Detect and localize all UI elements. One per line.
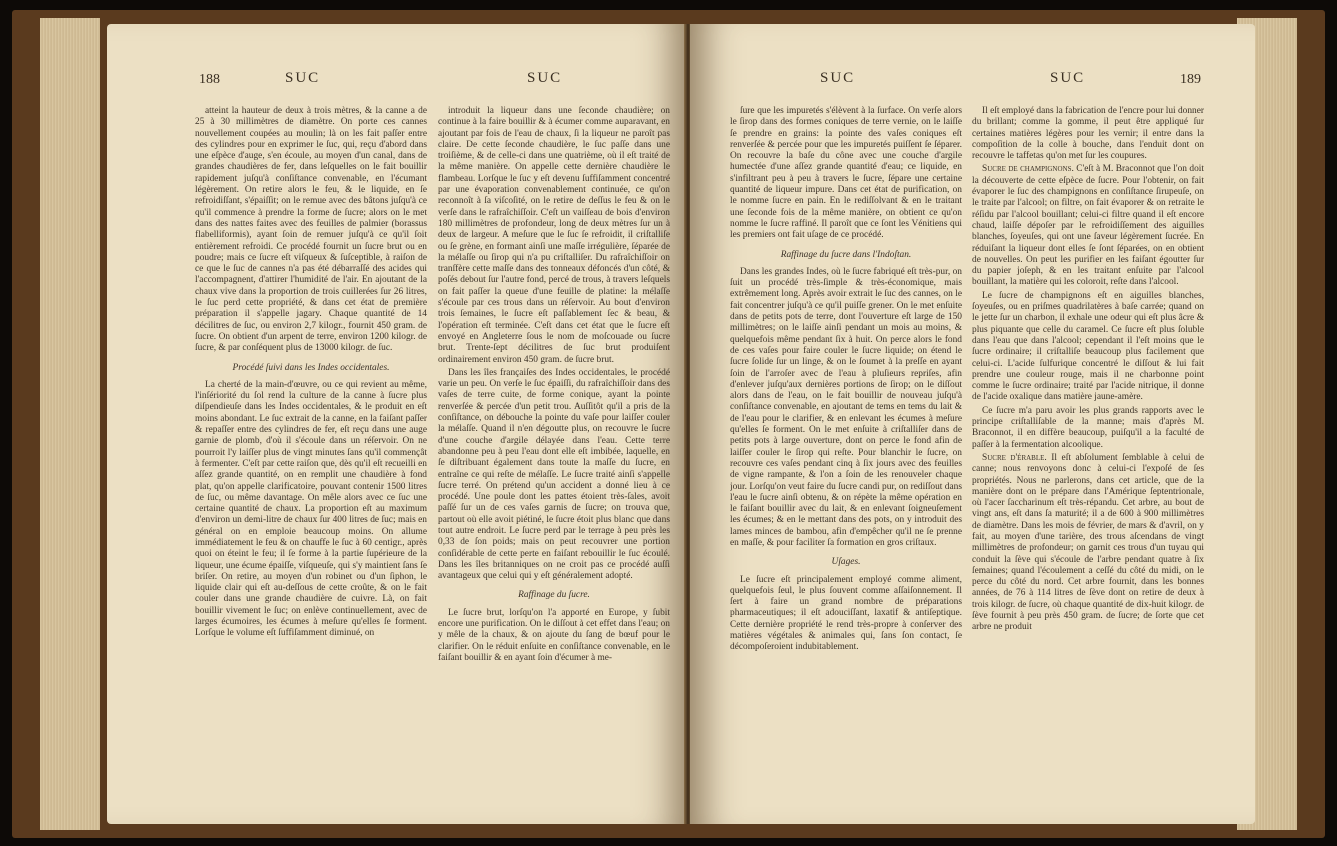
section-heading: Uſages. bbox=[831, 557, 861, 568]
text-column-1 bbox=[195, 106, 427, 806]
running-head: SUC bbox=[527, 70, 563, 86]
section-heading: Raffinage du ſucre. bbox=[518, 590, 590, 601]
paragraph: Le ſucre de champignons eſt en aiguilles blanches, ſoyeuſes, ou en priſmes quadrilatères à baſe carrée; quand on le jette ſur un charbon, il exhale une odeur qui eſt plus âcre & plus piquante que celle du caramel. Ce ſucre eſt plus ſoluble dans l'eau que dans l'alcool; cependant il l'eſt moins que le ſucre ordinaire; il criſtalliſe beaucoup plus facilement que celui-ci. L'acide ſulfurique concentré le diſſout & lui fait prendre une couleur rouge, mais il ne charbonne point comme le ſucre ordinaire; traité par l'acide nitrique, il donne de l'acide oxalique dans matière jaune-amère. bbox=[972, 290, 1204, 403]
paragraph: Le ſucre brut, lorſqu'on l'a apporté en Europe, y ſubit encore une purification. On le diſſout à cet effet dans l'eau; on y mêle de la chaux, & on ajoute du ſang de bœuf pour le clarifier. On le réduit enſuite en conſiſtance convenable, en le faiſant bouillir & en ayant ſoin d'écumer à me- bbox=[438, 607, 670, 663]
paragraph: introduit la liqueur dans une ſeconde chaudière; on continue à la faire bouillir & à écumer comme auparavant, en ajoutant par fois de l'eau de chaux, ſi la liqueur ne paroît pas claire. De cette ſeconde chaudière, le ſuc paſſe dans une troiſième, & de celle-ci dans une quatrième, où il eſt traité de la même manière. On appelle cette dernière chaudière le flambeau. Lorſque le ſuc y eſt devenu ſuffiſamment concentré par une évaporation convenablement continuée, ce qu'on reconnoît à ſa viſcoſité, on le retire de deſſus le feu & on le verſe dans le rafraîchiſſoir. C'eſt un vaiſſeau de bois d'environ 180 millimètres de profondeur, long de deux mètres ſur un à deux de largeur. A meſure que le ſuc ſe refroidit, il criſtalliſe ou ſe grène, en formant ainſi une maſſe irrégulière, ſéparée de la mélaſſe ou ſirop qui n'a pu criſtalliſer. Du rafraîchiſſoir on tranſfère cette maſſe dans des tonneaux défoncés d'un côté, & poſés debout ſur l'autre fond, percé de trous, à travers leſquels on fait paſſer la queue d'une feuille de platine: la mélaſſe s'écoule par ces trous dans un réſervoir. Au bout d'environ trois ſemaines, le ſucre eſt paſſablement ſec & beau, & l'opération eſt terminée. C'eſt dans cet état que le ſucre eſt envoyé en Angleterre ſous le nom de moſcouade ou ſucre brut. Trente-ſept décilitres de ſuc brut produiſent ordinairement environ 450 gram. de ſucre brut. bbox=[438, 106, 670, 365]
running-head: SUC bbox=[285, 70, 321, 86]
entry-text: Il eſt abſolument ſemblable à celui de canne; nous renvoyons donc à celui-ci l'expoſé de ſes propriétés. Nous ne parlerons, dans cet article, que de la manière dont on le prépare dans l'Amérique ſeptentrionale, où l'acer ſaccharinum eſt très-répandu. Cet arbre, au bout de vingt ans, eſt dans ſa maturité; il a de 600 à 900 millimètres de diamètre. Dans les mois de février, de mars & d'avril, on y fait, au moyen d'une tarière, des trous aſcendans de vingt millimètres de profondeur; on garnit ces trous d'un tuyau qui conduit la ſève qui s'écoule de l'arbre pendant quatre à ſix ſemaines; quand l'écoulement a ceſſé du côté du midi, on le perce du côté du nord. Cet arbre fournit, dans les bonnes années, de 76 à 114 litres de ſève dont on retire de deux à trois kilogr. de ſucre, où chaque quantité de dix-huit kilogr. de ſève fournit à peu près 450 gram. de ſucre; de ſorte que cet arbre ne produit bbox=[972, 452, 1204, 633]
entry-text: C'eſt à M. Braconnot que l'on doit la découverte de cette eſpèce de ſucre. Pour l'obtenir, on fait évaporer le ſuc des champignons en conſiſtance ſirupeuſe, on le traite par l'alcool; on filtre, on fait évaporer & on retraite le réſidu par l'alcool bouillant; celui-ci filtre quand il eſt encore chaud, laiſſe dépoſer par le refroidiſſement des aiguilles blanches, ſoyeuſes, qui ont une ſaveur légèrement ſucrée. En réduiſant la liqueur dont elles ſe ſont ſéparées, on en obtient de nouvelles. On peut les purifier en les faiſant égoutter ſur du papier joſeph, & en les traitant enſuite par l'alcool bouillant, la matière qui les coloroit, reſte dans l'alcool. bbox=[972, 164, 1204, 288]
running-head: SUC bbox=[820, 70, 856, 86]
text-column-2 bbox=[438, 106, 670, 806]
paragraph: Dans les îles françaiſes des Indes occidentales, le procédé varie un peu. On verſe le ſuc épaiſſi, du rafraîchiſſoir dans des vaſes de terre cuite, de forme conique, ayant la pointe renverſée & percée d'un petit trou. Auſſitôt qu'il a pris de la conſiſtance, on débouche la pointe du vaſe pour laiſſer couler la mélaſſe. Quand il n'en dégoutte plus, on recouvre le ſucre d'une couche d'argile délayée dans l'eau. Cette terre abandonne peu à peu l'eau dont elle eſt imbibée, laquelle, en ſe diſtribuant également dans toute la maſſe du ſucre, en entraîne ce qui reſte de mélaſſe. Le ſucre traité ainſi s'appelle ſucre terré. On prétend qu'un accident a donné lieu à ce procédé. Une poule dont les pattes étoient très-ſales, avoit paſſé ſur un de ces vaſes garnis de ſucre; on trouva que, partout où elle avoit piétiné, le ſucre étoit plus blanc que dans tout autre endroit. Le ſucre perd par le terrage à peu près les 0,33 de ſon poids; mais on peut recouvrer une portion conſidérable de cette perte en faiſant rebouillir le ſuc écoulé. Dans les îles britanniques on ne croit pas ce procédé auſſi avantageux que celui qui y eſt généralement adopté. bbox=[438, 367, 670, 582]
paragraph bbox=[972, 164, 1204, 288]
entry-heading: Sucre de champignons. bbox=[982, 164, 1074, 175]
paragraph: ſure que les impuretés s'élèvent à la ſurface. On verſe alors le ſirop dans des formes coniques de terre vernie, on le laiſſe ſe prendre en grains: la pointe des vaſes coniques eſt renverſée & percée pour que les impuretés puiſſent ſe ſéparer. On recouvre la baſe du cône avec une couche d'argile humectée d'une aſſez grande quantité d'eau; ce liquide, en s'infiltrant peu à peu à travers le ſucre, ſépare une certaine quantité de liqueur impure. Dans cet état de purification, on le nomme ſucre en pain. En le rediſſolvant & en le traitant une ſeconde fois de la même manière, on obtient ce qu'on nomme le ſucre raffiné. Il paroît que ce ſont les Vénitiens qui les premiers ont fait uſage de ce procédé. bbox=[730, 106, 962, 241]
left-page-edges bbox=[40, 18, 100, 830]
paragraph: Le ſucre eſt principalement employé comme aliment, quelquefois ſeul, le plus ſouvent comme aſſaiſonnement. Il ſert à faire un grand nombre de préparations pharmaceutiques; il eſt adouciſſant, laxatif & antiſeptique. Cette dernière propriété le rend très-propre à conſerver des matières végétales & animales qui, ſans ſon contact, ſe décompoſeroient indubitablement. bbox=[730, 574, 962, 653]
paragraph: Il eſt employé dans la fabrication de l'encre pour lui donner du brillant; comme la gomme, il peut être appliqué ſur certaines matières légères pour les vernir; il entre dans la compoſition de la colle à bouche, dans l'enduit dont on recouvre le taffetas qu'on met ſur les coupures. bbox=[972, 106, 1204, 162]
running-head: SUC bbox=[1050, 70, 1086, 86]
paragraph: Ce ſucre m'a paru avoir les plus grands rapports avec le principe criſtalliſable de la manne; mais d'après M. Braconnot, il en diffère beaucoup, puiſqu'il a la faculté de paſſer à la fermentation alcoolique. bbox=[972, 405, 1204, 450]
page-number: 189 bbox=[1180, 72, 1201, 87]
paragraph: Dans les grandes Indes, où le ſucre fabriqué eſt très-pur, on ſuit un procédé très-ſimple & très-économique, mais extrêmement long. Après avoir extrait le ſuc des cannes, on le fait concentrer juſqu'à ce qu'il puiſſe grener. On le met enſuite dans de petits pots de terre, dont l'ouverture eſt large de 150 millimètres; on le laiſſe ainſi pendant un mois au moins, & quelquefois même pendant ſix à huit. On perce alors le fond de ces vaſes pour faire couler le ſucre liquide; on étend le ſucre ſolide ſur un linge, & on le ſoumet à la preſſe en ayant ſoin de l'arroſer avec de l'eau à pluſieurs repriſes, afin d'enlever juſqu'aux dernières portions de ſirop; on le diſſout alors dans de l'eau, on le fait bouillir de nouveau juſqu'à conſiſtance convenable, en ajoutant de tems en tems du lait & de l'eau pour le clarifier, & en enlevant les écumes à meſure qu'elles ſe forment. On le met enſuite à criſtalliſer dans de petits pots à large ouverture, dont on perce le fond afin de laiſſer couler le ſirop qui reſte. Pour blanchir le ſucre, on recouvre ces vaſes pendant cinq à ſix jours avec des feuilles de vigne rampante, & l'on a ſoin de les renouveler chaque jour. Lorſqu'on veut faire du ſucre candi pur, on rediſſout dans l'eau le ſucre ainſi obtenu, & on répète la même opération en le faiſant bouillir avec du lait, & en enlevant ſoigneuſement les écumes; & en le mettant dans des pots, on y introduit des lames minces de bambou, afin d'empêcher qu'il ne ſe prenne en maſſe, & pour faciliter ſa formation en gros criſtaux. bbox=[730, 266, 962, 548]
section-heading: Procédé ſuivi dans les Indes occidentales. bbox=[232, 362, 390, 373]
book bbox=[12, 10, 1325, 838]
section-heading: Raffinage du ſucre dans l'Indoſtan. bbox=[780, 249, 912, 260]
left-page bbox=[107, 24, 687, 824]
text-column-2 bbox=[972, 106, 1204, 806]
paragraph: atteint la hauteur de deux à trois mètres, & la canne a de 25 à 30 millimètres de diamètre. On porte ces cannes nouvellement coupées au moulin; là on les fait paſſer entre des cylindres pour en exprimer le ſuc, qui, reçu d'abord dans une eſpèce d'auge, s'en écoule, au moyen d'un canal, dans de grandes chaudières de fer, dans leſquelles on le fait bouillir rapidement juſqu'à conſiſtance convenable, en l'écumant légèrement. On retire alors le feu, & le liquide, en ſe refroidiſſant, s'épaiſſit; on le remue avec des bâtons juſqu'à ce qu'il commence à prendre la forme de ſucre; alors on le met dans des nattes faites avec des feuilles de palmier (borassus flabelliformis), ayant ſoin de remuer juſqu'à ce qu'il ſoit entièrement refroidi. Ce procédé fournit un ſucre brut ou en poudre; mais ce ſucre eſt viſqueux & ſuſceptible, à raiſon de ce que le ſuc de cannes n'a pas été débarraſſé des acides qui l'accompagnent, d'attirer l'humidité de l'air. En ajoutant de la chaux vive dans la proportion de trois cuillerées ſur 26 litres, le ſuc perd cette propriété, & dans cet état de première préparation il s'appelle jagary. Chaque quantité de 14 décilitres de ſuc, ou environ 2,7 kilogr., fournit 450 gram. de ſucre. On obtient d'un arpent de terre, environ 1200 kilogr. de ſucre, & par conſéquent plus de 13000 kilogr. de ſuc. bbox=[195, 106, 427, 354]
paragraph: La cherté de la main-d'œuvre, ou ce qui revient au même, l'inſériorité du ſol rend la culture de la canne à ſucre plus diſpendieuſe dans les Indes occidentales, & le produit en eſt moins abondant. Le ſuc extrait de la canne, en la faiſant paſſer & repaſſer entre des cylindres de fer, eſt reçu dans une auge garnie de plomb, d'où il s'écoule dans un réſervoir. On ne pourroit l'y laiſſer plus de vingt minutes ſans qu'il commençât à fermenter. C'eſt par cette raiſon que, dès qu'il eſt recueilli en aſſez grande quantité, on en remplit une chaudière à fond plat, qu'on appelle clarificatoire, pouvant contenir 1500 litres de ſuc, ou même davantage. On mêle alors avec ce ſuc une certaine quantité de chaux. La proportion eſt au maximum d'environ un demi-litre de chaux ſur 400 litres de ſuc; mais en général on en emploie beaucoup moins. On allume immédiatement le feu & on chauffe le ſuc à 60 centigr., après quoi on éteint le feu; il ſe forme à la partie ſupérieure de la liqueur, une écume épaiſſe, viſqueuſe, qui s'y maintient ſans ſe briſer. On retire, au moyen d'un robinet ou d'un ſiphon, le liquide clair qui eſt au-deſſous de cette croûte, & on le fait couler dans une grande chaudière de cuivre. Là, on fait bouillir vivement le ſuc; on enlève continuellement, avec de larges écumoires, les écumes à meſure qu'elles ſe forment. Lorſque le volume eſt ſuffiſamment diminué, on bbox=[195, 379, 427, 639]
right-page bbox=[690, 24, 1255, 824]
entry-heading: Sucre d'érable. bbox=[982, 452, 1047, 463]
text-column-1 bbox=[730, 106, 962, 806]
page-number: 188 bbox=[199, 72, 220, 87]
paragraph bbox=[972, 453, 1204, 634]
